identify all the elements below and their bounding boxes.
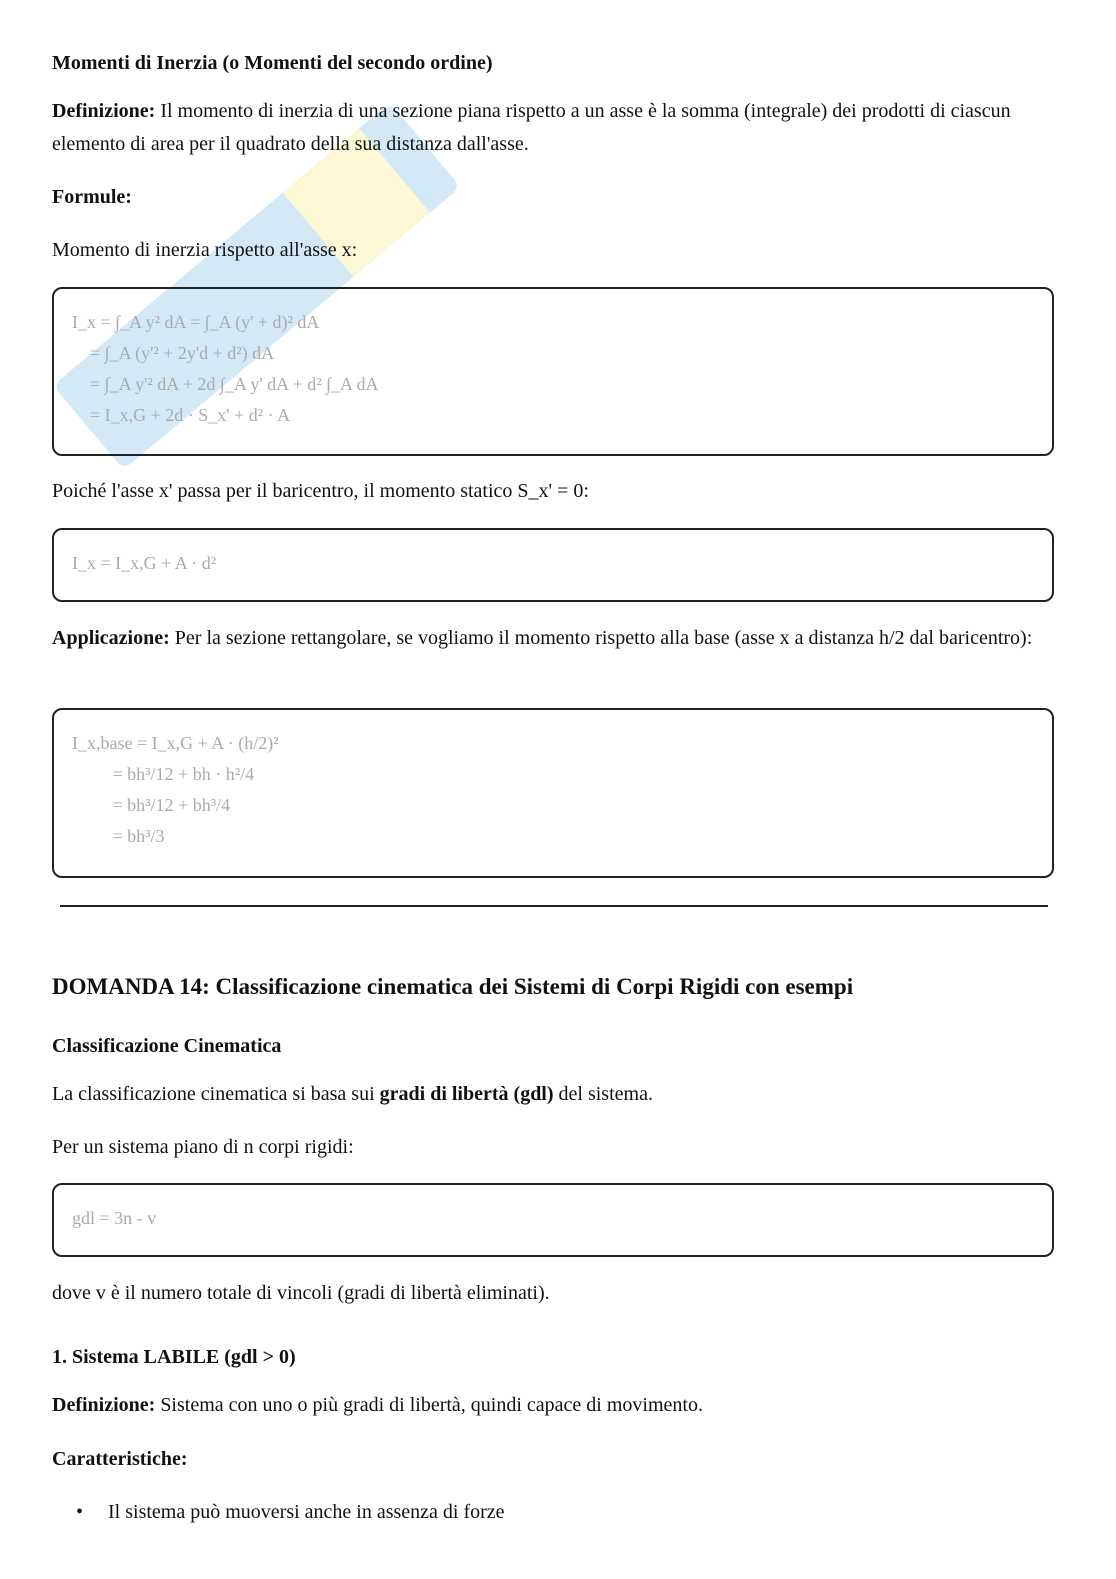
intro-paragraph: Momento di inerzia rispetto all'asse x: [52,239,358,261]
formula-text: I_x = I_x,G + A · d² [72,553,217,573]
paragraph: La classificazione cinematica si basa sui gradi di libertà (gdl) del sistema. [52,1083,653,1105]
formula-text: I_x,base = I_x,G + A · (h/2)² = bh³/12 + bh · h²/4 = bh³/12 + bh³/4 = bh³/3 [72,733,279,846]
formule-heading: Formule: [52,186,132,208]
formula-box-gdl [52,1183,1054,1257]
paragraph: Poiché l'asse x' passa per il baricentro, il momento statico S_x' = 0: [52,480,589,502]
formula-box-3 [52,708,1054,878]
section-title: Momenti di Inerzia (o Momenti del secondo ordine) [52,52,493,74]
definition-paragraph: Definizione: Sistema con uno o più gradi di libertà, quindi capace di movimento. [52,1394,703,1416]
caratteristiche-heading: Caratteristiche: [52,1448,188,1470]
definition-paragraph: Definizione: Il momento di inerzia di una sezione piana rispetto a un asse è la somma (integrale) dei prodotti di ciascun elemento di area per il quadrato della sua distanza dall'asse. [52,100,1011,155]
question-heading: DOMANDA 14: Classificazione cinematica dei Sistemi di Corpi Rigidi con esempi [52,974,854,999]
paragraph: Per un sistema piano di n corpi rigidi: [52,1136,354,1158]
formula-box-2 [52,528,1054,602]
formula-text: I_x = ∫_A y² dA = ∫_A (y' + d)² dA = ∫_A (y'² + 2y'd + d²) dA = ∫_A y'² dA + 2d ∫_A y' dA + d² ∫_A dA = I_x,G + 2d · S_x' + d² · A [72,312,379,425]
paragraph: dove v è il numero totale di vincoli (gradi di libertà eliminati). [52,1282,550,1304]
bullet-item: • Il sistema può muoversi anche in assenza di forze [76,1501,505,1523]
subheading: Classificazione Cinematica [52,1035,282,1057]
formula-box-1 [52,287,1054,456]
formula-text: gdl = 3n - v [72,1208,157,1228]
application-paragraph: Applicazione: Per la sezione rettangolare, se vogliamo il momento rispetto alla base (asse x a distanza h/2 dal baricentro): [52,627,1033,649]
divider [60,905,1048,907]
labile-heading: 1. Sistema LABILE (gdl > 0) [52,1346,296,1368]
